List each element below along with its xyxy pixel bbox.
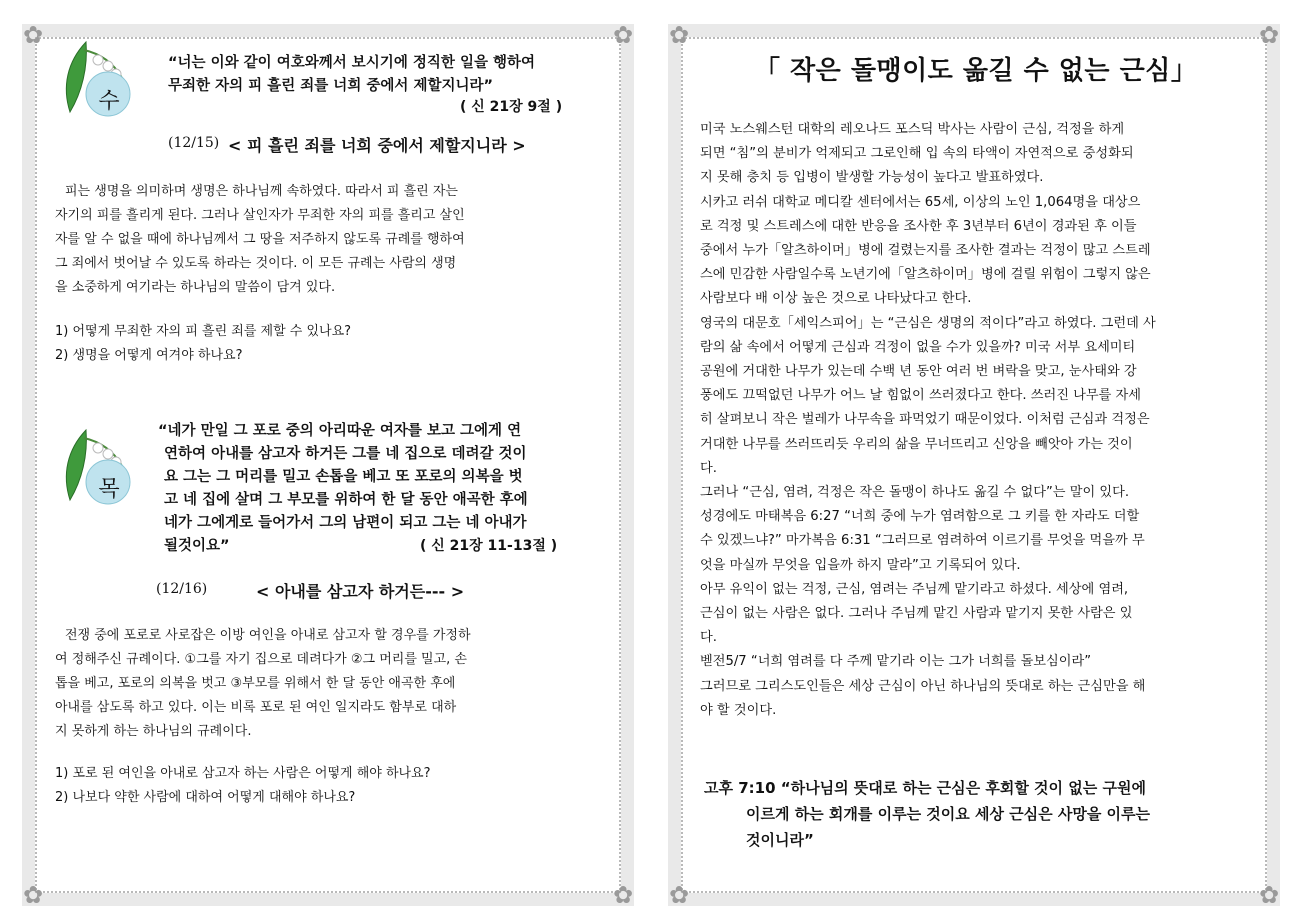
- page-title: 「 작은 돌맹이도 옮길 수 없는 근심」: [754, 56, 1198, 86]
- corner-flower-icon: ✿: [612, 21, 634, 49]
- right-page: [668, 21, 1280, 909]
- body-line: 지 못해 충치 등 입병이 발생할 가능성이 높다고 발표하였다.: [700, 170, 1044, 186]
- verse-line: 될것이요”: [164, 538, 230, 554]
- body-line: 그러나 “근심, 염려, 걱정은 작은 돌맹이 하나도 옮길 수 없다”는 말이 있다.: [700, 485, 1130, 501]
- body-line: 시카고 러쉬 대학교 메디칼 센터에서는 65세, 이상의 노인 1,064명을 대상으: [700, 194, 1141, 210]
- body-line: 스에 민감한 사람일수록 노년기에「알츠하이머」병에 걸릴 위험이 그렇지 않은: [700, 267, 1151, 283]
- lily-of-the-valley-icon: [52, 420, 152, 520]
- body-line: 거대한 나무를 쓰러뜨리듯 우리의 삶을 무너뜨리고 신앙을 빼앗아 가는 것이: [700, 436, 1133, 452]
- verse-line: 요 그는 그 머리를 밀고 손톱을 베고 또 포로의 의복을 벗: [164, 469, 523, 485]
- verse-line: 네가 그에게로 들어가서 그의 남편이 되고 그는 네 아내가: [164, 515, 527, 531]
- devotion-body: [55, 180, 605, 300]
- closing-verse: [704, 775, 1254, 853]
- verse-line: 연하여 아내를 삼고자 하거든 그를 네 집으로 데려갈 것이: [164, 446, 527, 462]
- verse-line: “너는 이와 같이 여호와께서 보시기에 정직한 일을 행하여: [168, 55, 536, 71]
- devotion-title: < 아내를 삼고자 하거든--- >: [256, 582, 465, 601]
- body-line: 아내를 삼도록 하고 있다. 이는 비록 포로 된 여인 일지라도 함부로 대하: [55, 700, 457, 715]
- verse-line: 무죄한 자의 피 흘린 죄를 너희 중에서 제할지니라”: [168, 78, 494, 94]
- body-line: 엇을 마실까 무엇을 입을까 하지 말라”고 기록되어 있다.: [700, 557, 1021, 573]
- left-page: [22, 21, 634, 909]
- body-line: 중에서 누가「알츠하이머」병에 걸렸는지를 조사한 결과는 걱정이 많고 스트레: [700, 243, 1151, 259]
- date-label: (12/15): [168, 135, 220, 151]
- question-item: 2) 생명을 어떻게 여겨야 하나요?: [55, 348, 243, 363]
- body-line: 다.: [700, 460, 717, 476]
- body-line: 로 걱정 및 스트레스에 대한 반응을 조사한 후 3년부터 6년이 경과된 후 이들: [700, 218, 1137, 234]
- body-line: 여 정해주신 규례이다. ①그를 자기 집으로 데려다가 ②그 머리를 밀고, 손: [55, 652, 467, 667]
- corner-flower-icon: ✿: [22, 21, 44, 49]
- body-line: 벧전5/7 “너희 염려를 다 주께 맡기라 이는 그가 너희를 돌보심이라”: [700, 654, 1092, 670]
- verse-reference: ( 신 21장 11-13절 ): [420, 538, 558, 554]
- corner-flower-icon: ✿: [1258, 881, 1280, 909]
- body-line: 되면 “침”의 분비가 억제되고 그로인해 입 속의 타액이 자연적으로 중성화되: [700, 146, 1134, 162]
- body-line: 사람보다 배 이상 높은 것으로 나타났다고 한다.: [700, 291, 972, 307]
- corner-flower-icon: ✿: [668, 881, 690, 909]
- body-line: 피는 생명을 의미하며 생명은 하나님께 속하였다. 따라서 피 흘린 자는: [65, 184, 458, 199]
- body-line: 미국 노스웨스턴 대학의 레오나드 포스딕 박사는 사람이 근심, 걱정을 하게: [700, 122, 1125, 137]
- corner-flower-icon: ✿: [612, 881, 634, 909]
- verse-line: “네가 만일 그 포로 중의 아리따운 여자를 보고 그에게 연: [158, 423, 522, 439]
- body-line: 을 소중하게 여기라는 하나님의 말씀이 담겨 있다.: [55, 280, 336, 295]
- devotion-title: < 피 흘린 죄를 너희 중에서 제할지니라 >: [228, 136, 526, 155]
- question-item: 2) 나보다 약한 사람에 대하여 어떻게 대해야 하나요?: [55, 790, 356, 805]
- date-label: (12/16): [156, 581, 208, 597]
- corner-flower-icon: ✿: [668, 21, 690, 49]
- lily-of-the-valley-icon: [52, 32, 152, 132]
- closing-verse-line: 것이니라”: [746, 831, 814, 849]
- body-line: 풍에도 끄떡없던 나무가 어느 날 힘없이 쓰러졌다고 한다. 쓰러진 나무를 자세: [700, 388, 1142, 404]
- body-line: 톱을 베고, 포로의 의복을 벗고 ③부모를 위해서 한 달 동안 애곡한 후에: [55, 676, 456, 691]
- body-line: 자기의 피를 흘리게 된다. 그러나 살인자가 무죄한 자의 피를 흘리고 살인: [55, 208, 465, 223]
- body-line: 수 있겠느냐?” 마가복음 6:31 “그러므로 염려하여 이르기를 무엇을 먹을까 무: [700, 533, 1145, 549]
- corner-flower-icon: ✿: [1258, 21, 1280, 49]
- article-body: [700, 118, 1250, 723]
- day-badge: 목: [98, 477, 120, 502]
- closing-verse-line: 이르게 하는 회개를 이루는 것이요 세상 근심은 사망을 이루는: [746, 805, 1151, 823]
- closing-verse-line: 고후 7:10 “하나님의 뜻대로 하는 근심은 후회할 것이 없는 구원에: [704, 779, 1146, 797]
- body-line: 히 살펴보니 작은 벌레가 나무속을 파먹었기 때문이었다. 이처럼 근심과 걱정은: [700, 412, 1150, 428]
- body-line: 전쟁 중에 포로로 사로잡은 이방 여인을 아내로 삼고자 할 경우를 가정하: [65, 628, 471, 643]
- body-line: 야 할 것이다.: [700, 702, 777, 718]
- question-list: [55, 320, 605, 368]
- body-line: 근심이 없는 사람은 없다. 그러나 주님께 맡긴 사람과 맡기지 못한 사람은 있: [700, 606, 1133, 622]
- body-line: 그러므로 그리스도인들은 세상 근심이 아닌 하나님의 뜻대로 하는 근심만을 해: [700, 678, 1146, 694]
- body-line: 영국의 대문호「세익스피어」는 “근심은 생명의 적이다”라고 하였다. 그런데 사: [700, 315, 1156, 331]
- body-line: 성경에도 마태복음 6:27 “너희 중에 누가 염려함으로 그 키를 한 자라도 더할: [700, 509, 1140, 525]
- body-line: 아무 유익이 없는 걱정, 근심, 염려는 주님께 맡기라고 하셨다. 세상에 염려,: [700, 581, 1129, 597]
- devotion-body: [55, 624, 610, 744]
- body-line: 다.: [700, 630, 717, 646]
- body-line: 람의 삶 속에서 어떻게 근심과 걱정이 없을 수가 있을까? 미국 서부 요세미티: [700, 339, 1136, 355]
- body-line: 공원에 거대한 나무가 있는데 수백 년 동안 여러 번 벼락을 맞고, 눈사태와 강: [700, 364, 1137, 380]
- corner-flower-icon: ✿: [22, 881, 44, 909]
- day-badge: 수: [98, 89, 120, 114]
- verse-line: 고 네 집에 살며 그 부모를 위하여 한 달 동안 애곡한 후에: [164, 492, 528, 508]
- question-item: 1) 포로 된 여인을 아내로 삼고자 하는 사람은 어떻게 해야 하나요?: [55, 766, 431, 781]
- body-line: 그 죄에서 벗어날 수 있도록 하라는 것이다. 이 모든 규례는 사람의 생명: [55, 256, 457, 271]
- verse-reference: ( 신 21장 9절 ): [460, 99, 563, 115]
- body-line: 자를 알 수 없을 때에 하나님께서 그 땅을 저주하지 않도록 규례를 행하여: [55, 232, 465, 247]
- question-item: 1) 어떻게 무죄한 자의 피 흘린 죄를 제할 수 있나요?: [55, 324, 352, 339]
- question-list: [55, 762, 610, 810]
- body-line: 지 못하게 하는 하나님의 규례이다.: [55, 724, 252, 739]
